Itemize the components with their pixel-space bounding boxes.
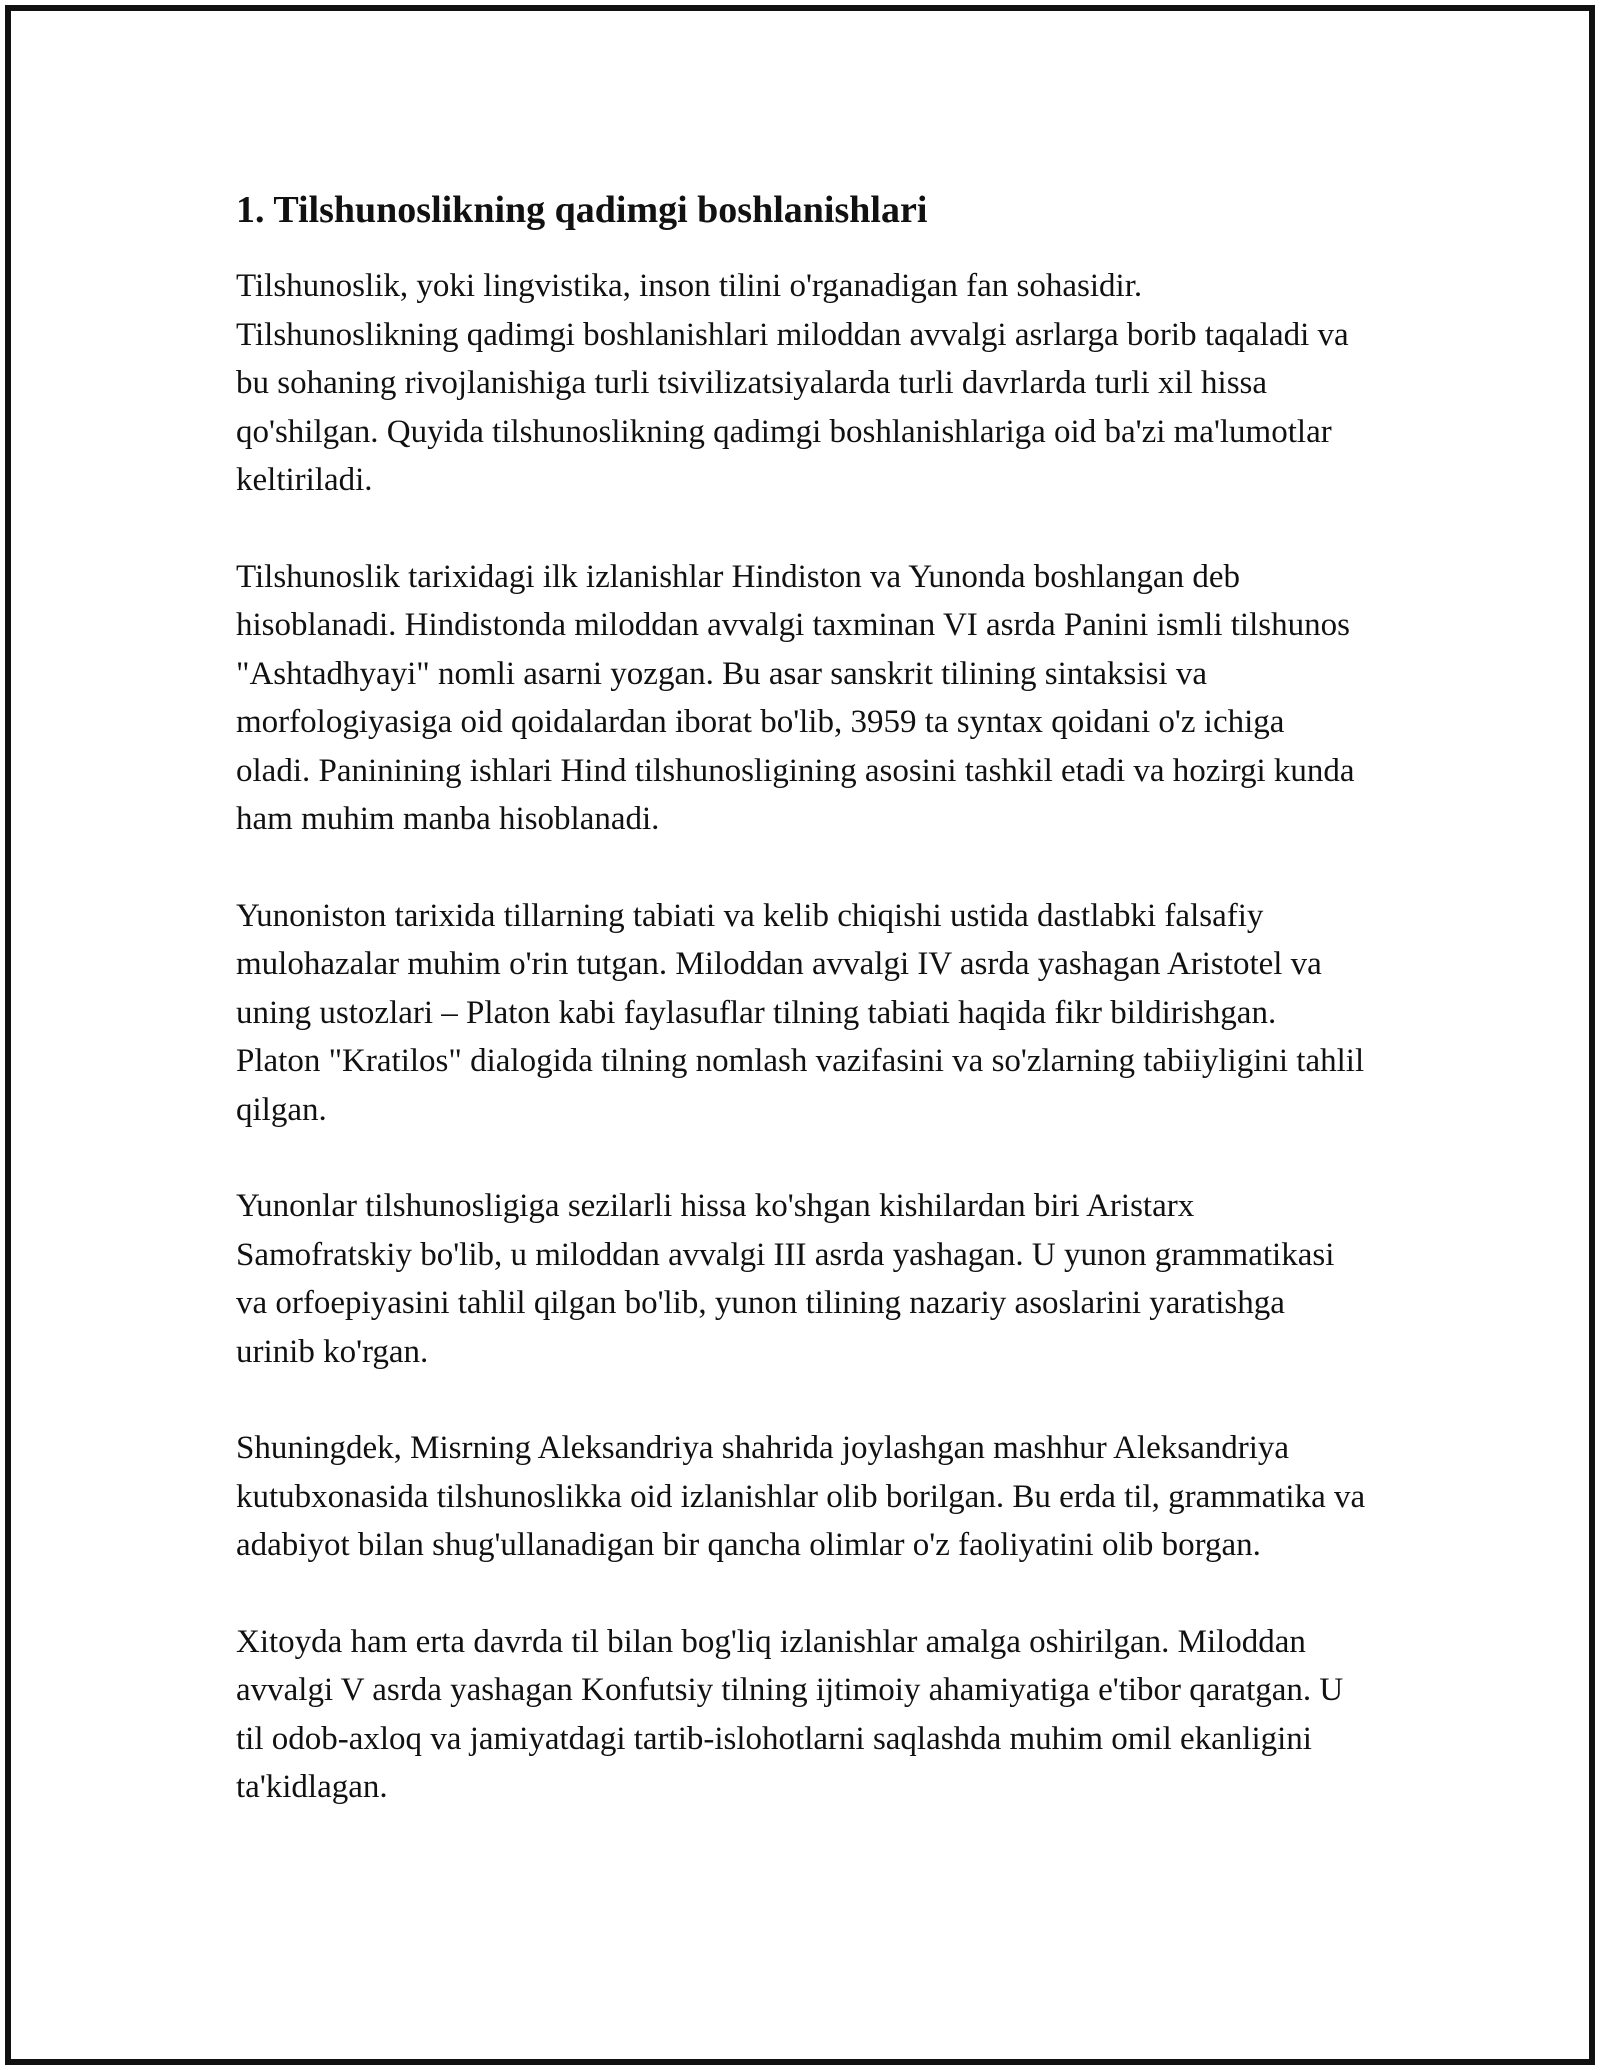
paragraph-india: Tilshunoslik tarixidagi ilk izlanishlar Hindiston va Yunonda boshlangan deb hisoblanadi. Hindistonda miloddan avvalgi taxminan VI asrda Panini ismli tilshunos "Ashtadhyayi" nomli asarni yozgan. Bu asar sanskrit tilining sintaksisi va morfologiyasiga oid qoidalardan iborat bo'lib, 3959 ta syntax qoidani o'z ichiga oladi. Paninining ishlari Hind tilshunosligining asosini tashkil etadi va hozirgi kunda ham muhim manba hisoblanadi. xyxy=(236,558,1355,837)
paragraph-alexandria: Shuningdek, Misrning Aleksandriya shahrida joylashgan mashhur Aleksandriya kutubxonasida tilshunoslikka oid izlanishlar olib borilgan. Bu erda til, grammatika va adabiyot bilan shug'ullanadigan bir qancha olimlar o'z faoliyatini olib borgan. xyxy=(236,1430,1366,1563)
paragraph-intro: Tilshunoslik, yoki lingvistika, inson tilini o'rganadigan fan sohasidir. Tilshunoslikning qadimgi boshlanishlari miloddan avvalgi asrlarga borib taqaladi va bu sohaning rivojlanishiga turli tsivilizatsiyalarda turli davrlarda turli xil hissa qo'shilgan. Quyida tilshunoslikning qadimgi boshlanishlariga oid ba'zi ma'lumotlar keltiriladi. xyxy=(236,268,1349,498)
section-heading: 1. Tilshunoslikning qadimgi boshlanishlari xyxy=(236,189,928,231)
paragraph-china: Xitoyda ham erta davrda til bilan bog'liq izlanishlar amalga oshirilgan. Miloddan avvalgi V asrda yashagan Konfutsiy tilning ijtimoiy ahamiyatiga e'tibor qaratgan. U til odob-axloq va jamiyatdagi tartib-islohotlarni saqlashda muhim omil ekanligini ta'kidlagan. xyxy=(236,1623,1344,1805)
paragraph-aristarchus: Yunonlar tilshunosligiga sezilarli hissa ko'shgan kishilardan biri Aristarx Samofratskiy bo'lib, u miloddan avvalgi III asrda yashagan. U yunon grammatikasi va orfoepiyasini tahlil qilgan bo'lib, yunon tilining nazariy asoslarini yaratishga urinib ko'rgan. xyxy=(236,1188,1335,1370)
document-body xyxy=(236,186,1366,1860)
paragraph-greece: Yunoniston tarixida tillarning tabiati va kelib chiqishi ustida dastlabki falsafiy mulohazalar muhim o'rin tutgan. Miloddan avvalgi IV asrda yashagan Aristotel va uning ustozlari – Platon kabi faylasuflar tilning tabiati haqida fikr bildirishgan. Platon "Kratilos" dialogida tilning nomlash vazifasini va so'zlarning tabiiyligini tahlil qilgan. xyxy=(236,897,1365,1128)
